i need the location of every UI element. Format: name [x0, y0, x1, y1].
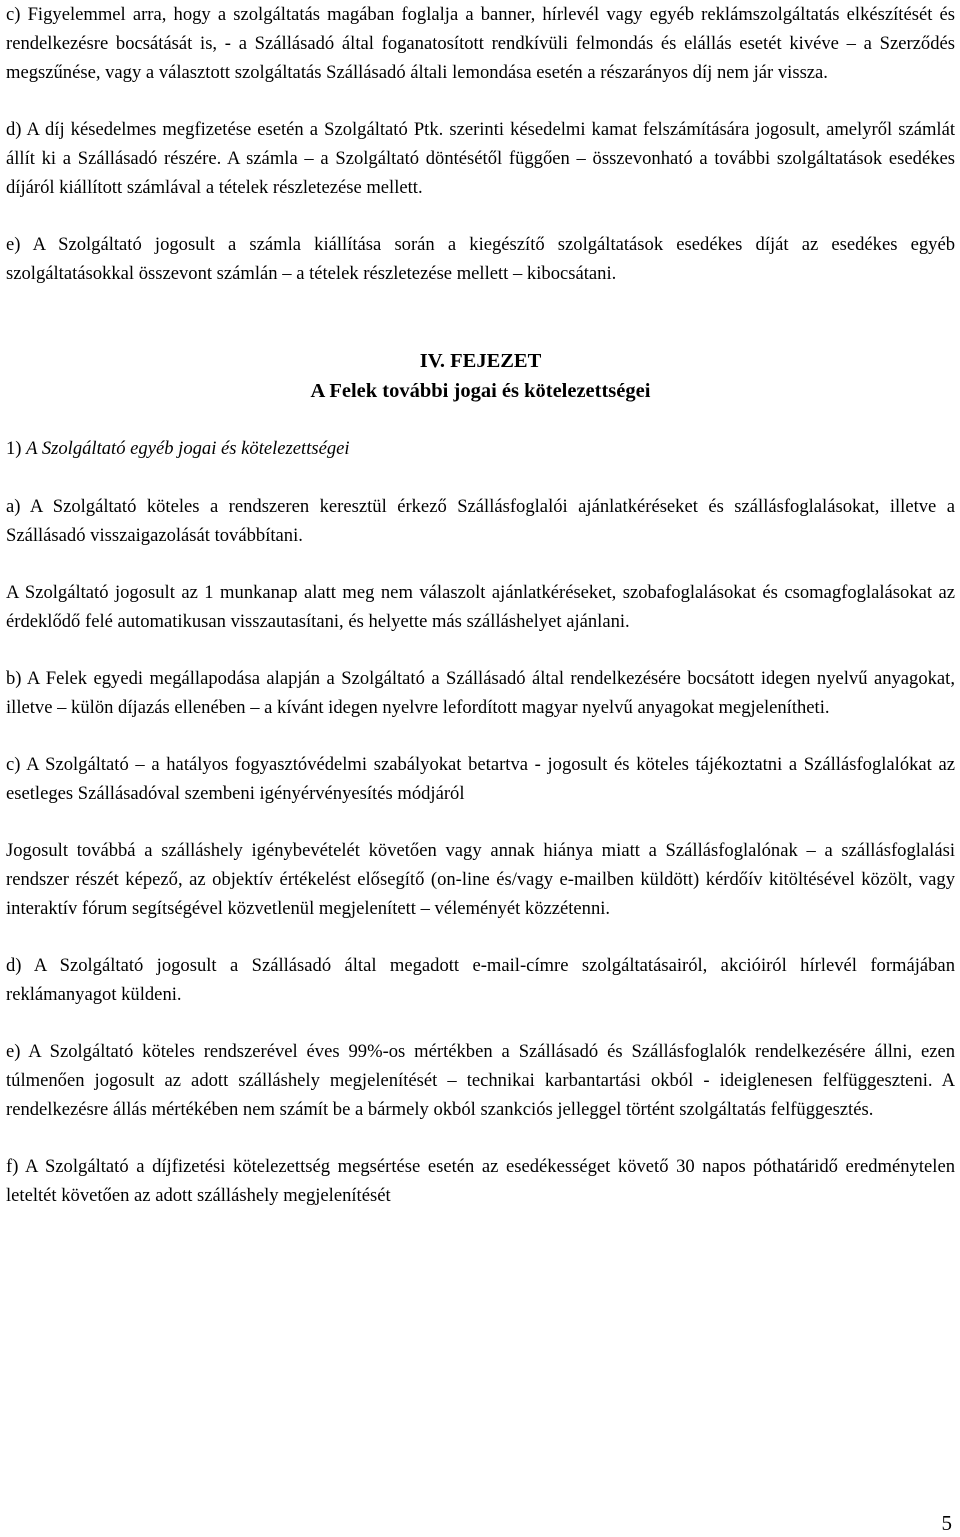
chapter-number: IV. FEJEZET	[419, 350, 542, 372]
section-heading	[6, 434, 955, 463]
page-number: 5	[941, 1511, 952, 1535]
item-d-newsletter: d) A Szolgáltató jogosult a Szállásadó által megadott e-mail-címre szolgáltatásairól, akcióiról hírlevél formájában reklámanyagot küldeni.	[6, 955, 955, 1005]
paragraph-d-late-payment: d) A díj késedelmes megfizetése esetén a Szolgáltató Ptk. szerinti késedelmi kamat felszámítására jogosult, amelyről számlát állít ki a Szállásadó részére. A számla – a Szolgáltató döntésétől függően – összevonható a további szolgáltatások esedékes díjáról kiállított számlával a tételek részletezése mellett.	[6, 119, 955, 198]
section-title: A Szolgáltató egyéb jogai és kötelezettségei	[26, 438, 350, 459]
chapter-title: A Felek további jogai és kötelezettségei	[310, 380, 651, 402]
item-e-availability: e) A Szolgáltató köteles rendszerével éves 99%-os mértékben a Szállásadó és Szállásfoglalók rendelkezésére állni, ezen túlmenően jogosult az adott szálláshely megjelenítését – technikai karbantartási okból - ideiglenesen felfüggeszteni. A rendelkezésre állás mértékében nem számít be a bármely okból szankciós jelleggel történt szolgáltatás felfüggesztés.	[6, 1041, 955, 1120]
paragraph-e-invoice: e) A Szolgáltató jogosult a számla kiállítása során a kiegészítő szolgáltatások esedékes díját az esedékes egyéb szolgáltatásokkal összevont számlán – a tételek részletezése mellett – kibocsátani.	[6, 234, 955, 284]
item-b-foreign-language: b) A Felek egyedi megállapodása alapján a Szolgáltató a Szállásadó által rendelkezésére bocsátott idegen nyelvű anyagokat, illetve – külön díjazás ellenében – a kívánt idegen nyelvre lefordított magyar nyelvű anyagokat megjelenítheti.	[6, 668, 955, 718]
item-a-auto-reject: A Szolgáltató jogosult az 1 munkanap alatt meg nem válaszolt ajánlatkéréseket, szobafoglalásokat és csomagfoglalásokat az érdeklődő felé automatikusan visszautasítani, és helyette más szálláshelyet ajánlani.	[6, 582, 955, 632]
paragraph-c-banner: c) Figyelemmel arra, hogy a szolgáltatás magában foglalja a banner, hírlevél vagy egyéb reklámszolgáltatás elkészítését és rendelkezésre bocsátását is, - a Szállásadó által foganatosított rendkívüli felmondás és elállás esetét kivéve – a Szerződés megszűnése, vagy a választott szolgáltatás Szállásadó általi lemondása esetén a részarányos díj nem jár vissza.	[6, 4, 955, 83]
document-page	[6, 0, 955, 1210]
item-f-suspension: f) A Szolgáltató a díjfizetési kötelezettség megsértése esetén az esedékességet követő 30 napos póthatáridő eredménytelen leteltét követően az adott szálláshely megjelenítését	[6, 1156, 955, 1206]
item-a-forwarding: a) A Szolgáltató köteles a rendszeren keresztül érkező Szállásfoglalói ajánlatkéréseket és szállásfoglalásokat, illetve a Szállásadó visszaigazolását továbbítani.	[6, 496, 955, 546]
item-c-consumer-info: c) A Szolgáltató – a hatályos fogyasztóvédelmi szabályokat betartva - jogosult és köteles tájékoztatni a Szállásfoglalókat az esetleges Szállásadóval szembeni igényérvényesítés módjáról	[6, 754, 955, 804]
item-c-reviews: Jogosult továbbá a szálláshely igénybevételét követően vagy annak hiánya miatt a Szállásfoglalónak – a szállásfoglalási rendszer részét képező, az objektív értékelést elősegítő (on-line és/vagy e-mailben küldött) kérdőív kitöltésével közölt, vagy interaktív fórum segítségével közvetlenül megjelenített – véleményét közzétenni.	[6, 840, 955, 919]
section-number: 1)	[6, 438, 22, 459]
chapter-heading	[6, 346, 955, 406]
